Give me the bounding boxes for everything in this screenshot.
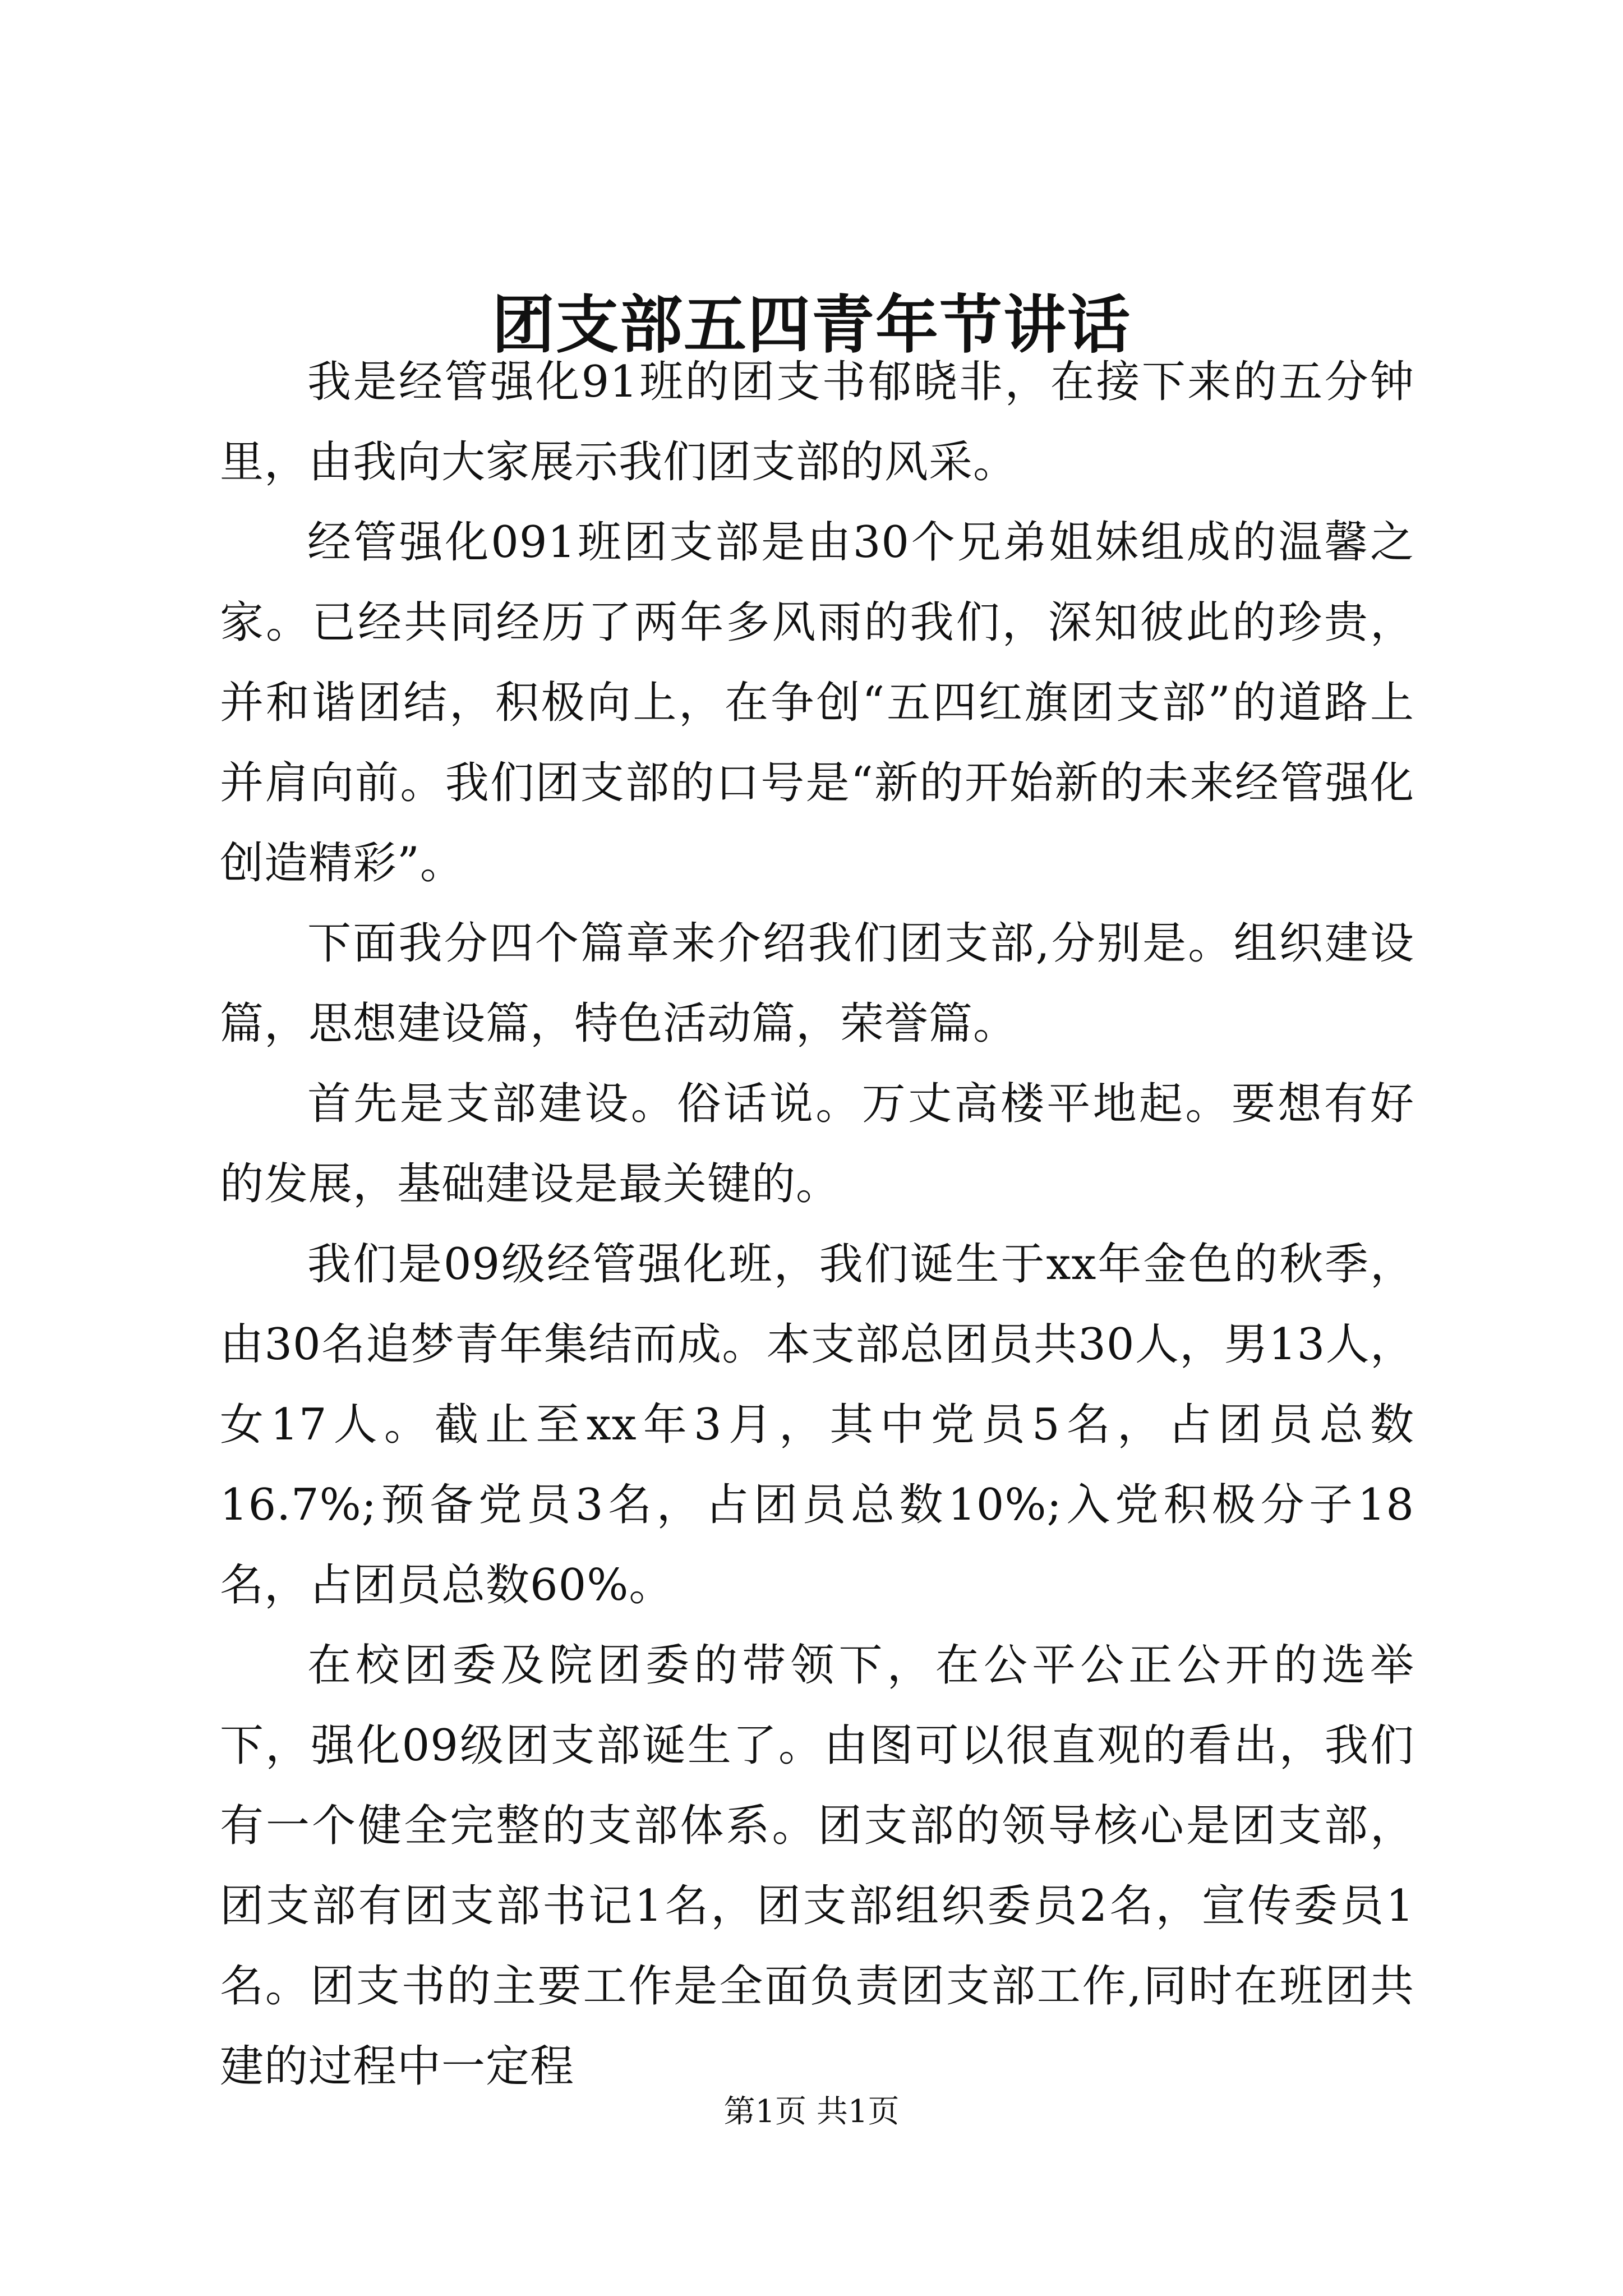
paragraph-4: 首先是支部建设。俗话说。万丈高楼平地起。要想有好的发展，基础建设是最关键的。 [220,1079,1414,1209]
paragraph-3: 下面我分四个篇章来介绍我们团支部,分别是。组织建设篇，思想建设篇，特色活动篇，荣誉篇。 [220,918,1414,1049]
paragraph-2: 经管强化091班团支部是由30个兄弟姐妹组成的温馨之家。已经共同经历了两年多风雨的我们，深知彼此的珍贵，并和谐团结，积极向上，在争创“五四红旗团支部”的道路上并肩向前。我们团支部的口号是“新的开始新的未来经管强化创造精彩”。 [220,517,1414,889]
paragraph-1: 我是经管强化91班的团支书郁晓非，在接下来的五分钟里，由我向大家展示我们团支部的风采。 [220,357,1414,487]
document-title: 团支部五四青年节讲话 [492,288,1131,362]
paragraph-5: 我们是09级经管强化班，我们诞生于xx年金色的秋季，由30名追梦青年集结而成。本支部总团员共30人，男13人，女17人。截止至xx年3月，其中党员5名，占团员总数16.7%;预备党员3名，占团员总数10%;入党积极分子18名，占团员总数60%。 [220,1239,1414,1611]
document-body [220,342,1414,2107]
paragraph-6: 在校团委及院团委的带领下，在公平公正公开的选举下，强化09级团支部诞生了。由图可以很直观的看出，我们有一个健全完整的支部体系。团支部的领导核心是团支部，团支部有团支部书记1名，团支部组织委员2名，宣传委员1名。团支书的主要工作是全面负责团支部工作,同时在班团共建的过程中一定程 [220,1640,1414,2092]
page-footer: 第1页 共1页 [723,2093,900,2130]
